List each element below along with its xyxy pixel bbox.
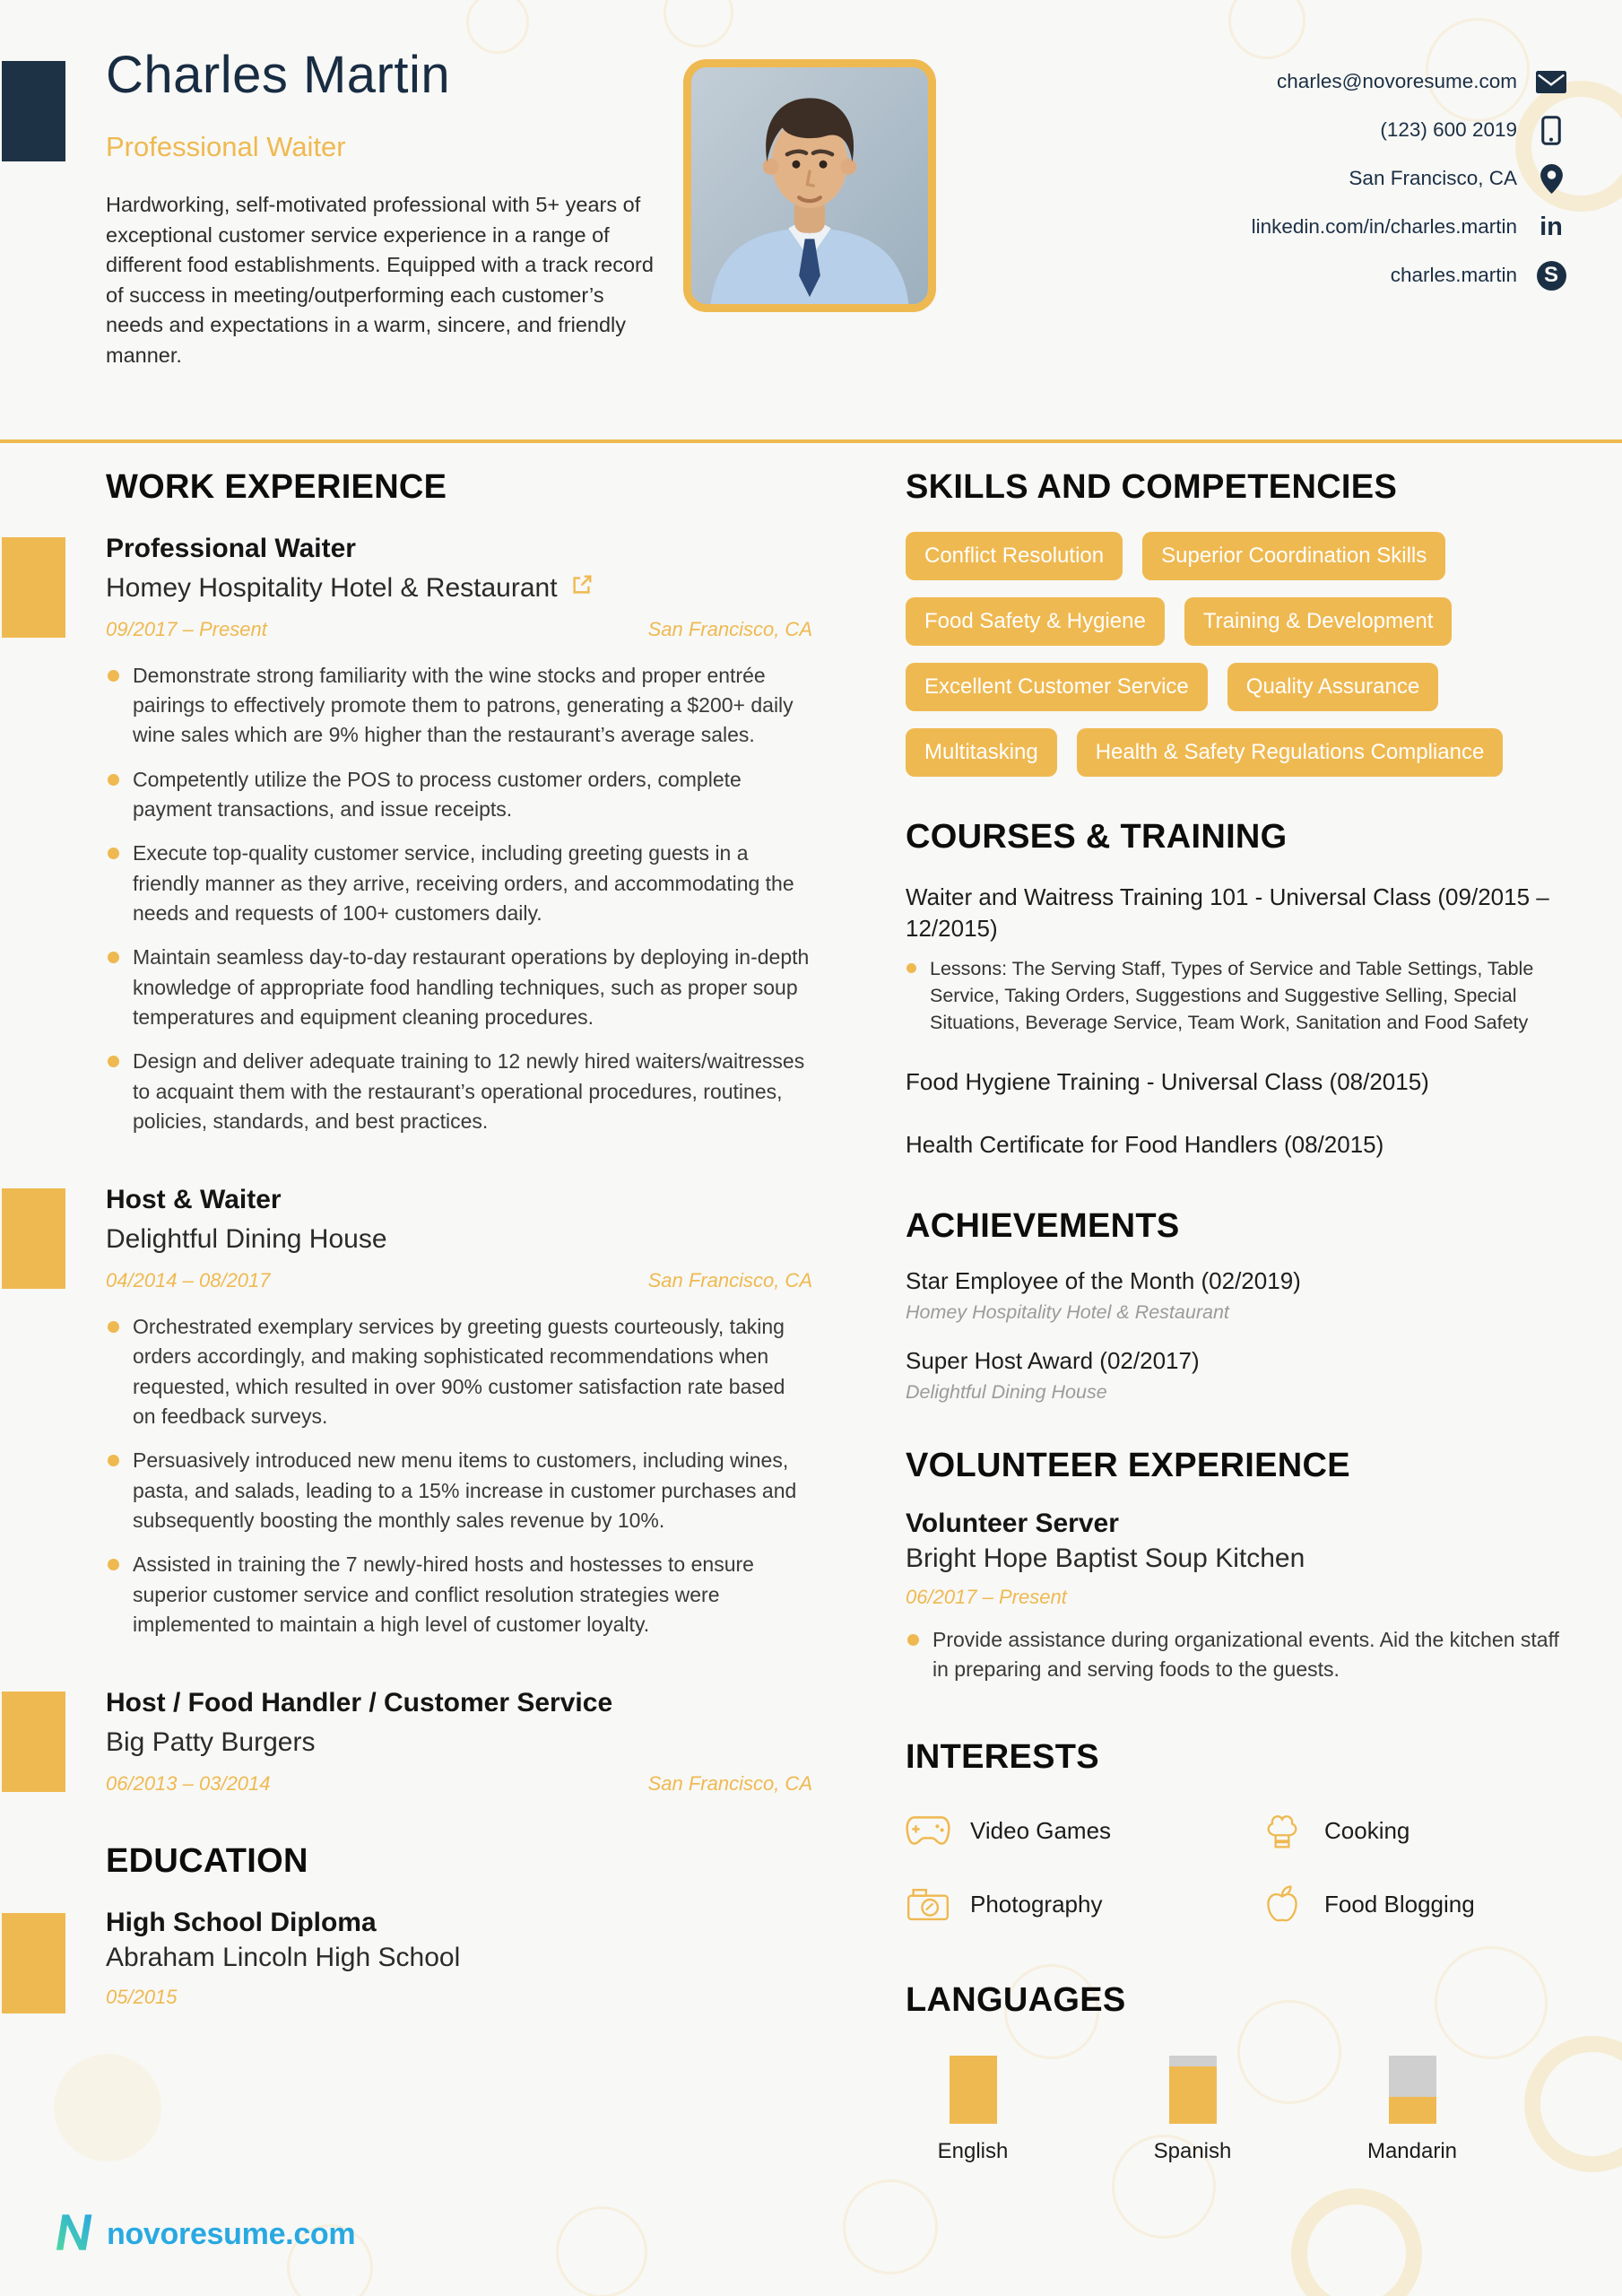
- job-entry: [106, 532, 812, 1136]
- phone-icon: [1535, 116, 1567, 145]
- job-company-name: Delightful Dining House: [106, 1223, 387, 1254]
- job-title: Host & Waiter: [106, 1185, 282, 1215]
- course-bullets: [906, 955, 1566, 1036]
- interest-label: Cooking: [1324, 1816, 1410, 1844]
- course-title: Waiter and Waitress Training 101 - Universal Class (09/2015 – 12/2015): [906, 883, 1549, 943]
- job-entry: [106, 1686, 812, 1796]
- profile-summary: Hardworking, self-motivated professional with 5+ years of exceptional customer service experience in a range of different food establishments. Equipped with a track record of success in meeting/outperforming each customer’s needs and expectations in a warm, sincere, and friendly manner.: [106, 193, 654, 367]
- language-item: [1125, 2056, 1260, 2164]
- work-experience-heading: WORK EXPERIENCE: [106, 468, 447, 506]
- contact-skype[interactable]: [1391, 260, 1567, 291]
- volunteer-org: Bright Hope Baptist Soup Kitchen: [906, 1543, 1305, 1573]
- gamepad-icon: [906, 1811, 950, 1850]
- volunteer-role: Volunteer Server: [906, 1508, 1119, 1538]
- job-meta: [106, 618, 812, 641]
- skill-tag: Food Safety & Hygiene: [906, 597, 1165, 646]
- camera-icon: [906, 1884, 950, 1924]
- phone-value[interactable]: (123) 600 2019: [1380, 118, 1517, 141]
- skill-tag: Superior Coordination Skills: [1142, 532, 1445, 580]
- job-bullet: Design and deliver adequate training to 12 newly hired waiters/waitresses to acquaint them with the restaurant’s operational procedures, routines, policies, standards, and best practices.: [106, 1047, 812, 1136]
- job-location: San Francisco, CA: [647, 1771, 812, 1795]
- language-label: English: [937, 2139, 1009, 2164]
- education-heading: EDUCATION: [106, 1841, 308, 1880]
- decorative-circle: [466, 0, 529, 54]
- contact-phone[interactable]: [1380, 115, 1567, 145]
- achievement-entry: [906, 1267, 1566, 1324]
- interest-item: [1260, 1884, 1566, 1924]
- job-dates: 06/2013 – 03/2014: [106, 1771, 271, 1795]
- skill-tag: Training & Development: [1184, 597, 1453, 646]
- languages-heading: LANGUAGES: [906, 1981, 1126, 2020]
- brand-text[interactable]: novoresume.com: [107, 2217, 356, 2251]
- person-name: Charles Martin: [106, 46, 451, 104]
- job-title: Professional Waiter: [106, 534, 356, 563]
- language-level-fill: [1389, 2097, 1436, 2124]
- education-date: 05/2015: [106, 1985, 178, 2008]
- linkedin-icon: in: [1540, 212, 1563, 241]
- job-bullet: Orchestrated exemplary services by greeting guests courteously, taking orders accordingly, and making sophisticated recommendations when requested, which resulted in over 90% customer satisfaction rate based on feedback surveys.: [106, 1312, 812, 1431]
- job-bullet: Demonstrate strong familiarity with the wine stocks and proper entrée pairings to effectively promote them to patrons, generating a $200+ daily wine sales which are 9% higher than the restaurant’s average sales.: [106, 661, 812, 751]
- language-item: [906, 2056, 1040, 2164]
- contact-linkedin[interactable]: [1252, 212, 1567, 242]
- achievement-title: Star Employee of the Month (02/2019): [906, 1266, 1301, 1294]
- interest-label: Food Blogging: [1324, 1890, 1475, 1918]
- interest-label: Photography: [970, 1890, 1103, 1918]
- job-dates: 09/2017 – Present: [106, 617, 267, 640]
- chef-hat-icon: [1260, 1811, 1305, 1850]
- apple-icon: [1260, 1884, 1305, 1924]
- volunteer-heading: VOLUNTEER EXPERIENCE: [906, 1446, 1350, 1484]
- skill-tag: Health & Safety Regulations Compliance: [1077, 728, 1504, 777]
- volunteer-bullet: Provide assistance during organizational events. Aid the kitchen staff in preparing and serving foods to the guests.: [906, 1625, 1566, 1685]
- interest-label: Video Games: [970, 1816, 1112, 1844]
- job-bullet: Execute top-quality customer service, including greeting guests in a friendly manner as they arrive, receiving orders, and accommodating the needs and requests of 100+ customers daily.: [106, 839, 812, 928]
- volunteer-dates: 06/2017 – Present: [906, 1585, 1067, 1608]
- left-column: [106, 468, 812, 2009]
- email-icon: [1535, 71, 1567, 93]
- language-label: Spanish: [1153, 2139, 1232, 2164]
- language-level-fill: [1169, 2066, 1217, 2125]
- job-bullets: [106, 661, 812, 1137]
- job-bullet: Persuasively introduced new menu items to customers, including wines, pasta, and salads, leading to a 15% increase in customer purchases and subsequently boosting the monthly sales revenue by 10%.: [106, 1446, 812, 1535]
- job-entry: [106, 1183, 812, 1639]
- job-meta: [106, 1269, 812, 1292]
- job-location: San Francisco, CA: [647, 1268, 812, 1292]
- course-bullet: Lessons: The Serving Staff, Types of Service and Table Settings, Table Service, Taking Orders, Suggestions and Suggestive Selling, Special Situations, Beverage Service, Team Work, Sanitation and Food Safety: [906, 955, 1566, 1036]
- decorative-circle: [664, 0, 733, 48]
- skill-tag: Multitasking: [906, 728, 1057, 777]
- job-company: [106, 1222, 812, 1257]
- person-job-title: Professional Waiter: [106, 131, 346, 162]
- job-bullets: [106, 1312, 812, 1639]
- education-degree: High School Diploma: [106, 1907, 377, 1937]
- job-accent-marker: [2, 537, 65, 638]
- education-school: Abraham Lincoln High School: [106, 1942, 461, 1972]
- interest-item: [1260, 1811, 1566, 1850]
- novoresume-logo-icon: [52, 2212, 93, 2257]
- course-title: Health Certificate for Food Handlers (08/2015): [906, 1130, 1384, 1158]
- language-item: [1345, 2056, 1479, 2164]
- courses-heading: COURSES & TRAINING: [906, 818, 1288, 856]
- contact-location[interactable]: [1349, 163, 1567, 194]
- course-entry: [906, 882, 1566, 1036]
- profile-photo: [683, 59, 936, 312]
- skill-tag: Excellent Customer Service: [906, 663, 1208, 711]
- volunteer-bullets: [906, 1625, 1566, 1685]
- interests-grid: [906, 1811, 1566, 1924]
- education-accent-marker: [2, 1913, 65, 2013]
- language-level-fill: [950, 2056, 997, 2124]
- course-entry: [906, 1129, 1566, 1161]
- job-title: Host / Food Handler / Customer Service: [106, 1688, 613, 1718]
- achievements-heading: ACHIEVEMENTS: [906, 1206, 1180, 1245]
- interest-item: [906, 1884, 1260, 1924]
- contact-info: [1252, 66, 1567, 291]
- job-accent-marker: [2, 1188, 65, 1289]
- course-title: Food Hygiene Training - Universal Class (08/2015): [906, 1068, 1429, 1096]
- job-location: San Francisco, CA: [647, 617, 812, 640]
- job-bullet: Competently utilize the POS to process customer orders, complete payment transactions, and issue receipts.: [106, 765, 812, 825]
- interest-item: [906, 1811, 1260, 1850]
- education-entry: [106, 1908, 812, 2009]
- contact-email[interactable]: [1277, 66, 1567, 97]
- course-entry: [906, 1066, 1566, 1098]
- location-icon: [1535, 164, 1567, 194]
- job-meta: [106, 1772, 812, 1796]
- skills-heading: SKILLS AND COMPETENCIES: [906, 468, 1398, 506]
- skill-tag: Quality Assurance: [1227, 663, 1438, 711]
- language-label: Mandarin: [1366, 2139, 1458, 2164]
- email-value[interactable]: charles@novoresume.com: [1277, 70, 1517, 92]
- job-bullet: Maintain seamless day-to-day restaurant operations by deploying in-depth knowledge of appropriate food handling techniques, such as proper soup temperatures and equipment cleaning procedures.: [106, 943, 812, 1032]
- external-link-icon[interactable]: [570, 570, 594, 605]
- decorative-circle: [556, 2206, 647, 2296]
- right-column: [906, 468, 1566, 2164]
- decorative-circle: [1291, 2188, 1422, 2296]
- job-company-name: Homey Hospitality Hotel & Restaurant: [106, 572, 558, 603]
- job-dates: 04/2014 – 08/2017: [106, 1268, 271, 1292]
- language-level-bar: [1389, 2056, 1436, 2124]
- job-bullet: Assisted in training the 7 newly-hired hosts and hostesses to ensure superior customer service and conflict resolution strategies were implemented to maintain a high level of customer loyalty.: [106, 1550, 812, 1639]
- header-accent-block: [2, 61, 65, 161]
- skype-value[interactable]: charles.martin: [1390, 264, 1517, 286]
- languages-list: [906, 2056, 1566, 2164]
- location-value[interactable]: San Francisco, CA: [1349, 167, 1517, 189]
- avatar-illustration: [691, 67, 928, 304]
- decorative-circle: [1228, 0, 1305, 59]
- achievement-entry: [906, 1347, 1566, 1404]
- job-accent-marker: [2, 1692, 65, 1792]
- language-level-bar: [950, 2056, 997, 2124]
- decorative-circle: [843, 2179, 938, 2274]
- footer-brand[interactable]: [52, 2212, 355, 2257]
- achievement-org: Delightful Dining House: [906, 1380, 1107, 1403]
- achievement-title: Super Host Award (02/2017): [906, 1346, 1200, 1374]
- linkedin-value[interactable]: linkedin.com/in/charles.martin: [1251, 215, 1517, 238]
- volunteer-entry: [906, 1509, 1566, 1685]
- decorative-circle: [54, 2054, 161, 2161]
- skill-tags: [906, 532, 1566, 777]
- language-level-bar: [1169, 2056, 1217, 2124]
- skill-tag: Conflict Resolution: [906, 532, 1123, 580]
- interests-heading: INTERESTS: [906, 1738, 1099, 1777]
- job-company-name: Big Patty Burgers: [106, 1726, 316, 1757]
- header-divider: [0, 439, 1622, 443]
- skype-icon: S: [1535, 261, 1567, 291]
- job-company: [106, 570, 812, 605]
- achievement-org: Homey Hospitality Hotel & Restaurant: [906, 1300, 1229, 1323]
- job-company: [106, 1725, 812, 1760]
